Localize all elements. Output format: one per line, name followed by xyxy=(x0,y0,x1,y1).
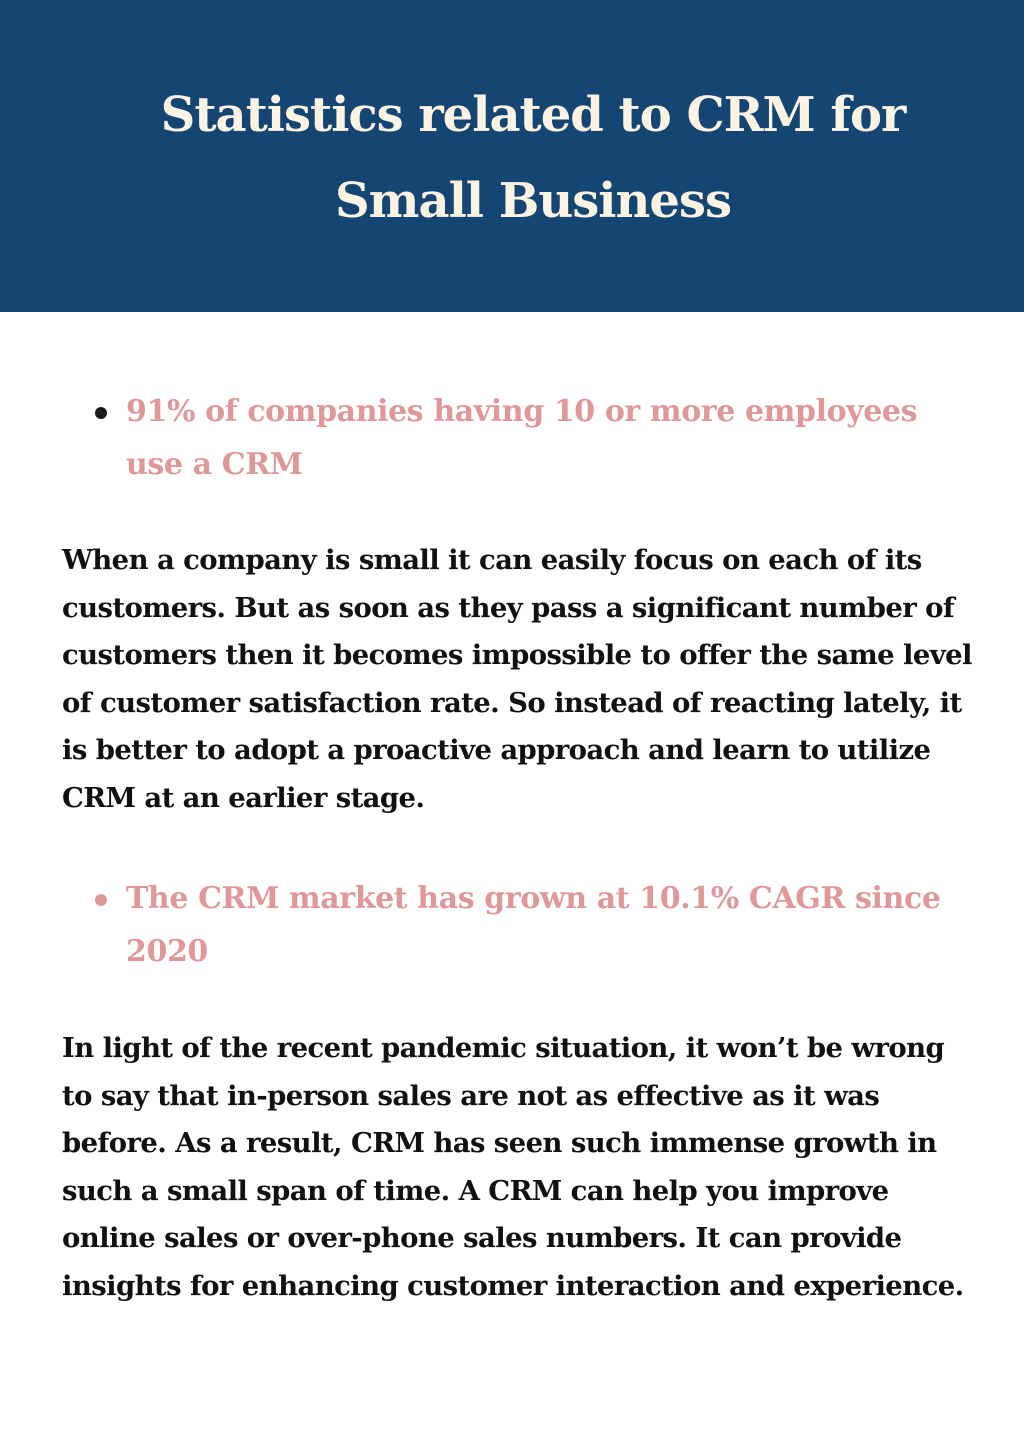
stat-list-1 xyxy=(0,385,966,491)
body-paragraph: In light of the recent pandemic situation, it won’t be wrong to say that in-person sales are not as effective as it was before. As a result, CRM has seen such immense growth in such a small span of time. A CRM can help you improve online sales or over-phone sales numbers. It can provide insights for enhancing customer interaction and experience. xyxy=(62,1032,964,1302)
stat-list-2 xyxy=(0,872,966,978)
stat-item xyxy=(0,872,966,978)
page-title: Statistics related to CRM for Small Business xyxy=(160,87,906,229)
stat-text: 91% of companies having 10 or more employees use a CRM xyxy=(126,394,918,482)
stat-item xyxy=(0,385,966,491)
header-band xyxy=(0,0,1024,312)
body-paragraph: When a company is small it can easily focus on each of its customers. But as soon as they pass a significant number of customers then it becomes impossible to offer the same level of customer satisfaction rate. So instead of reacting lately, it is better to adopt a proactive approach and learn to utilize CRM at an earlier stage. xyxy=(62,544,972,814)
bullet-dot-icon xyxy=(95,407,107,419)
bullet-dot-icon xyxy=(95,894,107,906)
stat-text: The CRM market has grown at 10.1% CAGR since 2020 xyxy=(126,881,941,969)
